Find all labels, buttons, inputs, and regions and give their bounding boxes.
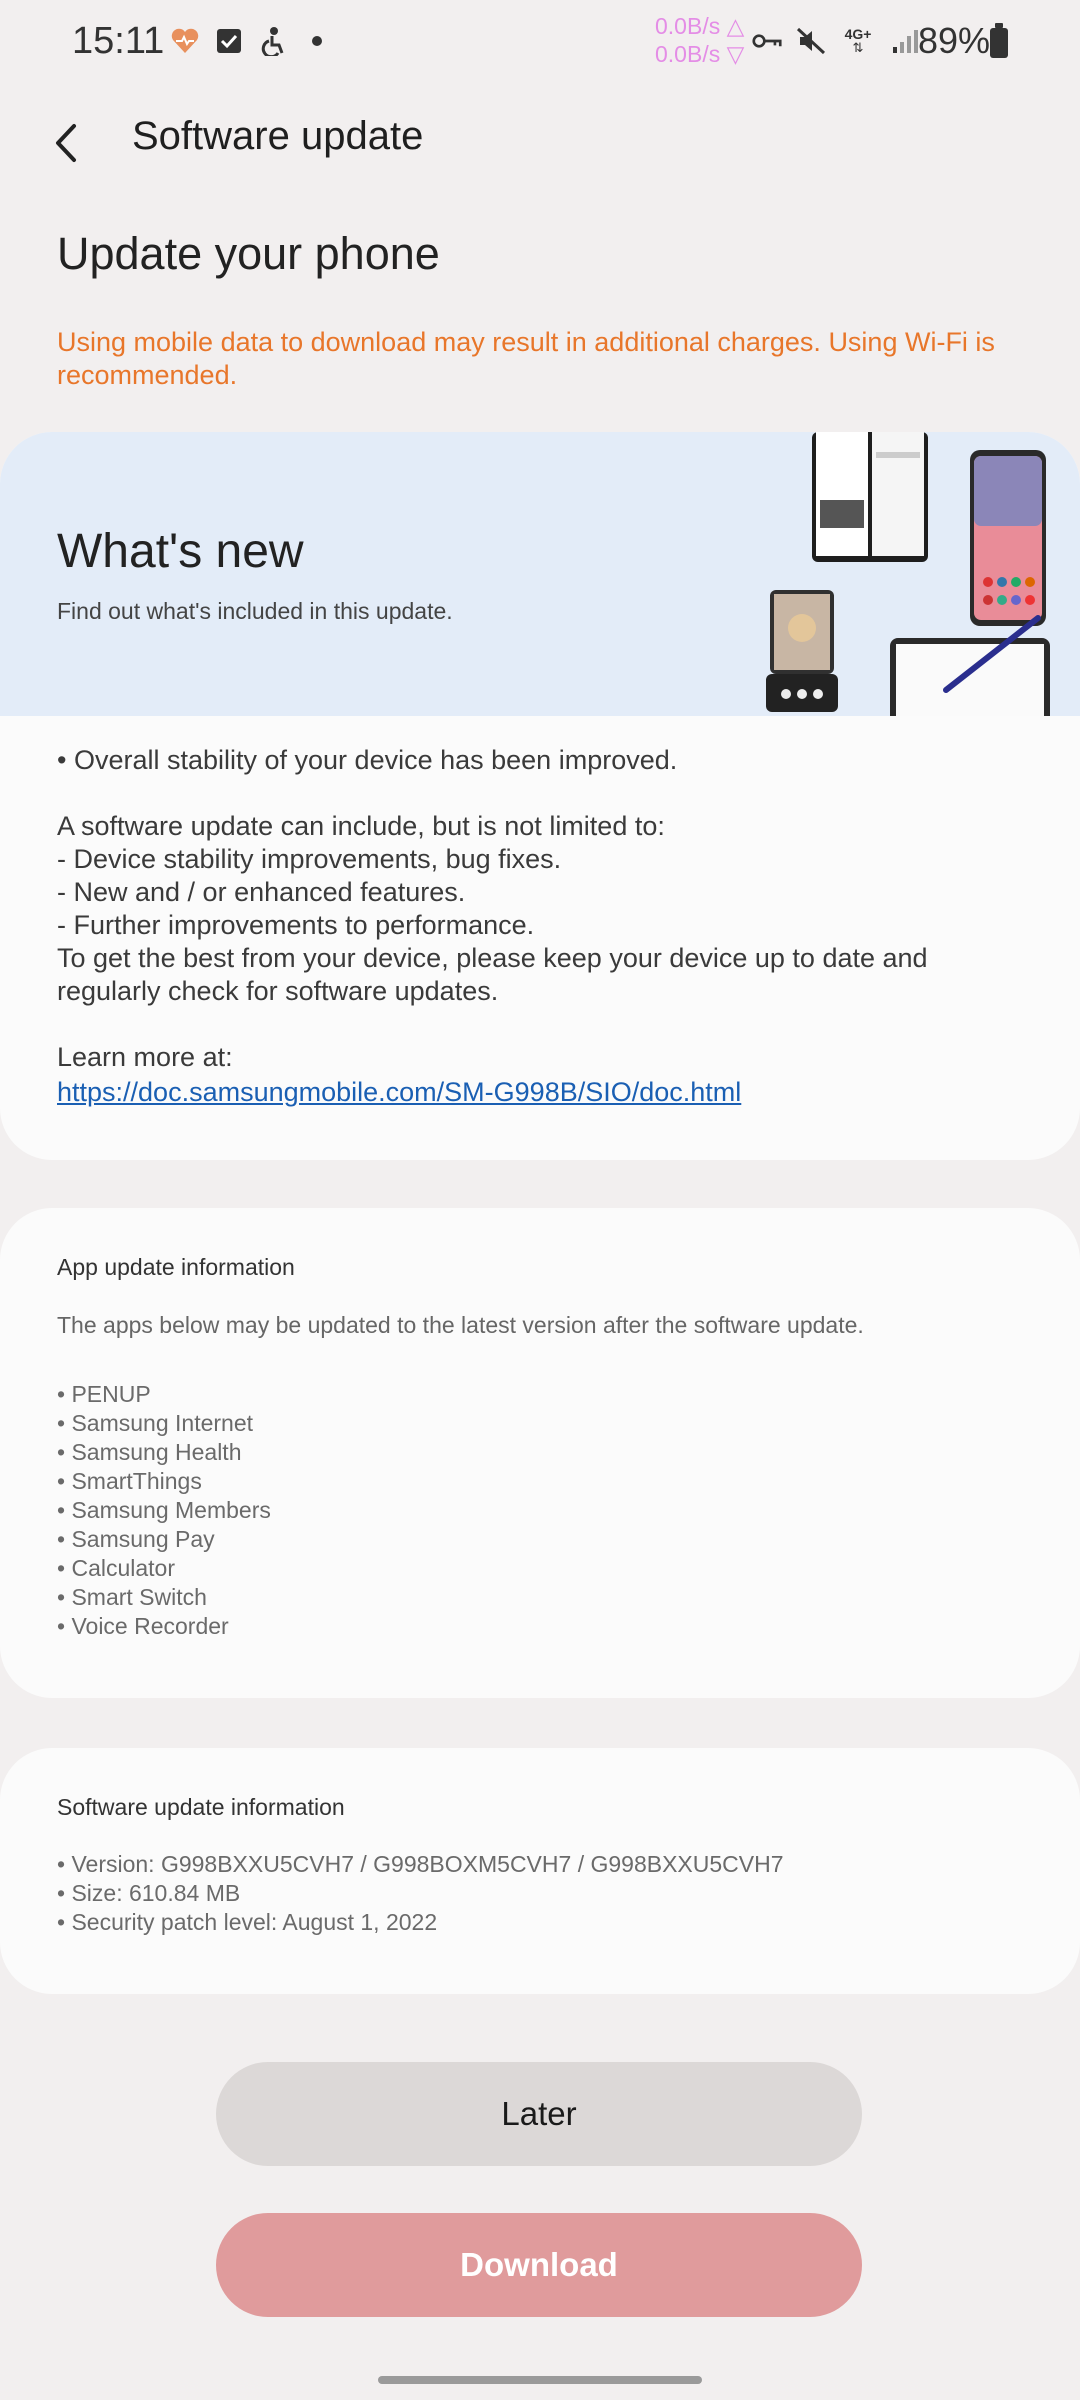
security-patch-item: • Security patch level: August 1, 2022 <box>57 1908 784 1937</box>
whats-new-banner <box>0 432 1080 716</box>
app-bar <box>0 100 1080 190</box>
app-update-description: The apps below may be updated to the latest version after the software update. <box>57 1312 864 1338</box>
whats-new-card <box>0 432 1080 1160</box>
gesture-navigation-bar[interactable] <box>378 2376 702 2384</box>
list-item: • Samsung Members <box>57 1496 271 1525</box>
accessibility-icon <box>258 26 288 56</box>
update-heading: Update your phone <box>57 228 440 279</box>
list-item: • Calculator <box>57 1554 271 1583</box>
whats-new-subtitle: Find out what's included in this update. <box>57 598 453 624</box>
software-info-list <box>57 1850 784 1937</box>
list-item: • Smart Switch <box>57 1583 271 1612</box>
list-item: • SmartThings <box>57 1467 271 1496</box>
heart-health-icon <box>170 26 200 56</box>
version-item: • Version: G998BXXU5CVH7 / G998BOXM5CVH7 / G998BXXU5CVH7 <box>57 1850 784 1879</box>
download-button[interactable]: Download <box>216 2213 862 2317</box>
later-button[interactable]: Later <box>216 2062 862 2166</box>
app-update-card <box>0 1208 1080 1698</box>
software-info-title: Software update information <box>57 1794 345 1820</box>
list-item: • Samsung Internet <box>57 1409 271 1438</box>
app-list <box>57 1380 271 1641</box>
mobile-data-warning: Using mobile data to download may result in additional charges. Using Wi-Fi is recommended. <box>57 327 995 390</box>
size-item: • Size: 610.84 MB <box>57 1879 784 1908</box>
learn-more-link[interactable]: https://doc.samsungmobile.com/SM-G998B/SIO/doc.html <box>57 1077 742 1107</box>
battery-percentage: 89% <box>918 20 991 61</box>
whats-new-title: What's new <box>57 525 304 578</box>
list-item: • PENUP <box>57 1380 271 1409</box>
list-item: • Samsung Pay <box>57 1525 271 1554</box>
app-update-title: App update information <box>57 1254 295 1280</box>
network-speed: 0.0B/s △ 0.0B/s ▽ <box>655 13 745 67</box>
status-time: 15:11 <box>72 20 165 62</box>
devices-illustration <box>760 432 1080 716</box>
back-arrow-icon[interactable] <box>46 118 86 168</box>
page-title: Software update <box>132 114 424 158</box>
notification-icons <box>170 26 332 56</box>
whats-new-body: • Overall stability of your device has been improved. A software update can include, but is not limited to: - Device stability improvements, bug fixes. - New and / or enhanced features. - Further improvements to performance. To get the best from your device, please keep your device up to date and regularly check for software updates. Learn more at: <box>57 745 928 1072</box>
checkbox-icon <box>214 26 244 56</box>
dot-icon <box>302 26 332 56</box>
list-item: • Voice Recorder <box>57 1612 271 1641</box>
list-item: • Samsung Health <box>57 1438 271 1467</box>
mute-icon <box>796 26 826 56</box>
vpn-key-icon <box>752 26 782 56</box>
software-info-card <box>0 1748 1080 1994</box>
system-icons <box>752 26 920 56</box>
status-bar <box>0 0 1080 92</box>
signal-icon <box>890 26 920 56</box>
battery-icon <box>990 28 1008 58</box>
network-type-icon: 4G+ ⇅ <box>844 26 872 55</box>
